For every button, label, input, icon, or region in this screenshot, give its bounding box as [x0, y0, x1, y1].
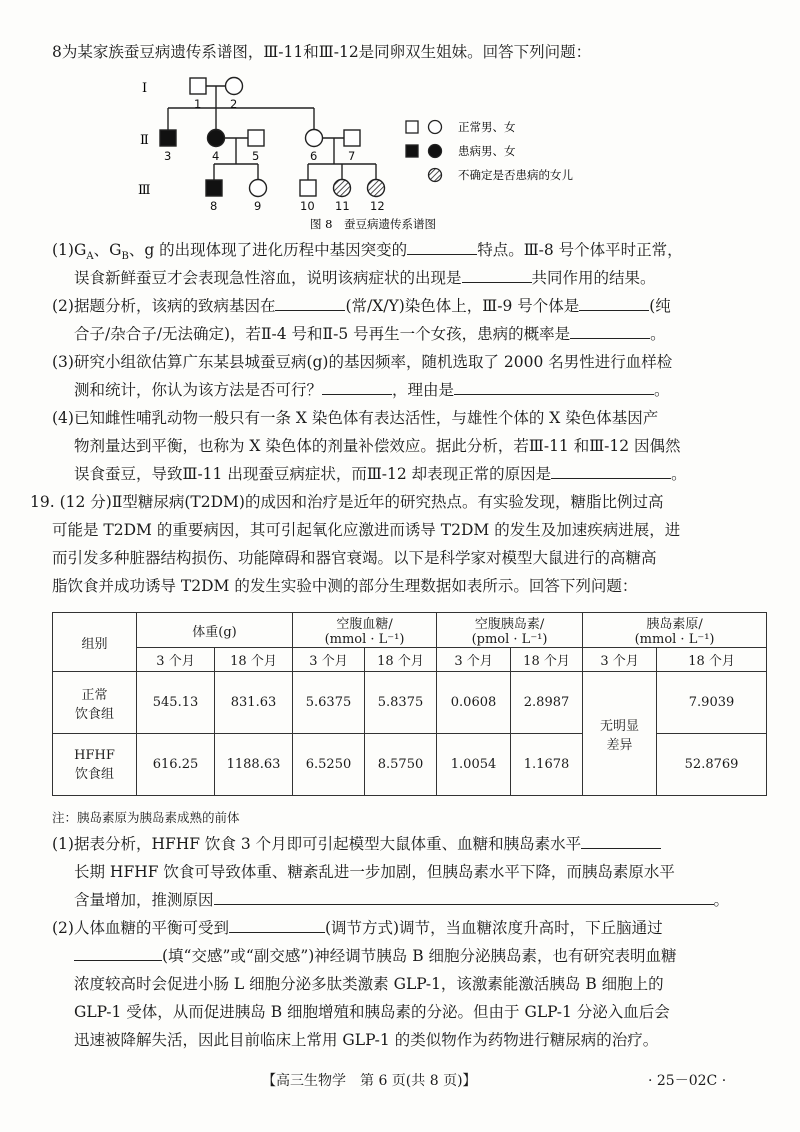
pedigree-figure: [130, 72, 620, 234]
ind-num-9: 9: [254, 199, 262, 213]
q19-line4: 脂饮食并成功诱导 T2DM 的发生实验中测的部分生理数据如表所示。回答下列问题：: [52, 577, 638, 595]
q18-p1-line2: 误食新鲜蚕豆才会表现急性溶血，说明该病症状的出现是 共同作用的结果。: [74, 269, 656, 287]
ind-num-4: 4: [212, 149, 220, 163]
q19-line2: 可能是 T2DM 的重要病因，其可引起氧化应激进而诱导 T2DM 的发生及加速疾病进展，进: [52, 521, 681, 539]
answer-blank[interactable]: [322, 380, 392, 395]
table-row: 正常 饮食组 545.13 831.63 5.6375 5.8375 0.0608 2.8987 无明显 差异 7.9039: [53, 672, 767, 734]
q18-p2-line2: 合子/杂合子/无法确定)，若Ⅱ-4 号和Ⅱ-5 号再生一个女孩，患病的概率是 。: [74, 325, 666, 343]
ind-12: [368, 180, 385, 197]
answer-blank[interactable]: [551, 464, 671, 479]
table-group-header: 组别: [53, 613, 137, 672]
q19-head: 19. (12 分)Ⅱ型糖尿病(T2DM)的成因和治疗是近年的研究热点。有实验发现，糖脂比例过高: [30, 493, 664, 511]
sub-header: 18 个月: [215, 648, 293, 672]
ind-num-1: 1: [194, 97, 202, 111]
answer-blank[interactable]: [74, 946, 162, 961]
sub-header: 3 个月: [137, 648, 215, 672]
ind-2: [226, 78, 243, 95]
ind-num-7: 7: [348, 149, 356, 163]
q18-p4-line2: 物剂量达到平衡，也称为 X 染色体的剂量补偿效应。据此分析，若Ⅲ-11 和Ⅲ-12 因偶然: [74, 437, 681, 455]
q18-intro: 8为某家族蚕豆病遗传系谱图，Ⅲ-11和Ⅲ-12是同卵双生姐妹。回答下列问题：: [52, 43, 592, 61]
q18-p3-line2: 测和统计，你认为该方法是否可行？ ，理由是 。: [74, 381, 670, 399]
sub-header: 18 个月: [511, 648, 583, 672]
ind-4: [208, 130, 225, 147]
merged-cell: 无明显 差异: [583, 672, 657, 796]
q18-p1-line1: $(1)G_A$、$G_B$、g 的出现体现了进化历程中基因突变的 特点。Ⅲ-8 号个体平时正常，: [52, 241, 683, 263]
q18-p4-line1: (4)已知雌性哺乳动物一般只有一条 X 染色体有表达活性，与雄性个体的 X 染色体基因产: [52, 409, 659, 427]
sub-header: 18 个月: [365, 648, 437, 672]
q19-s2-line4: GLP-1 受体，从而促进胰岛 B 细胞增殖和胰岛素的分泌。但由于 GLP-1 分泌入血后会: [74, 1003, 670, 1021]
ind-7: [344, 130, 360, 146]
table-col-weight: 体重(g): [137, 613, 293, 648]
ind-11: [334, 180, 351, 197]
ind-3: [160, 130, 176, 146]
legend-uncertain: 不确定是否患病的女儿: [458, 168, 573, 182]
q19-s2-line1: (2)人体血糖的平衡可受到 (调节方式)调节，当血糖浓度升高时，下丘脑通过: [52, 919, 663, 937]
legend-normal: 正常男、女: [458, 120, 516, 134]
q19-s1-line1: (1)据表分析，HFHF 饮食 3 个月即可引起模型大鼠体重、血糖和胰岛素水平: [52, 834, 766, 854]
answer-blank[interactable]: [407, 240, 477, 255]
ind-num-8: 8: [210, 199, 218, 213]
page-footer: 【高三生物学 第 6 页(共 8 页)】: [262, 1073, 477, 1089]
gen-label-2: Ⅱ: [140, 133, 149, 148]
answer-blank[interactable]: [229, 918, 325, 933]
page-code: · 25－02C ·: [648, 1073, 727, 1089]
q19-s2-line2: (填“交感”或“副交感”)神经调节胰岛 B 细胞分泌胰岛素，也有研究表明血糖: [74, 946, 764, 966]
table-note: 注：胰岛素原为胰岛素成熟的前体: [52, 810, 240, 825]
answer-blank[interactable]: [570, 324, 650, 339]
ind-1: [190, 78, 206, 94]
ind-num-6: 6: [310, 149, 318, 163]
q18-p3-line1: (3)研究小组欲估算广东某县城蚕豆病(g)的基因频率，随机选取了 2000 名男性进行血样检: [52, 353, 673, 371]
answer-blank[interactable]: [454, 380, 654, 395]
table-col-insulin: 空腹胰岛素/ (pmol · L⁻¹): [437, 613, 583, 648]
ind-num-10: 10: [300, 199, 315, 213]
answer-blank[interactable]: [581, 834, 661, 849]
ind-5: [248, 130, 264, 146]
answer-blank[interactable]: [579, 296, 649, 311]
sub-header: 3 个月: [583, 648, 657, 672]
ind-num-11: 11: [335, 199, 350, 213]
q19-s2-line3: 浓度较高时会促进小肠 L 细胞分泌多肽类激素 GLP-1，该激素能激活胰岛 B 细胞上的: [74, 975, 664, 993]
q18-p4-line3: 误食蚕豆，导致Ⅲ-11 出现蚕豆病症状，而Ⅲ-12 却表现正常的原因是 。: [74, 465, 687, 483]
answer-blank[interactable]: [275, 296, 345, 311]
legend-affected: 患病男、女: [458, 144, 516, 158]
q19-line3: 而引发多种脏器结构损伤、功能障碍和器官衰竭。以下是科学家对模型大鼠进行的高糖高: [52, 549, 657, 567]
gen-label-3: Ⅲ: [138, 183, 151, 198]
data-table: [52, 612, 767, 796]
ind-num-12: 12: [370, 199, 385, 213]
q19-s1-line3: 含量增加，推测原因 。: [74, 891, 730, 909]
q18-p2-line1: (2)据题分析，该病的致病基因在 (常/X/Y)染色体上，Ⅲ-9 号个体是 (纯: [52, 297, 671, 315]
sub-header: 3 个月: [293, 648, 365, 672]
sub-header: 18 个月: [657, 648, 767, 672]
sub-header: 3 个月: [437, 648, 511, 672]
ind-num-5: 5: [252, 149, 260, 163]
q19-s2-line5: 迅速被降解失活，因此目前临床上常用 GLP-1 的类似物作为药物进行糖尿病的治疗。: [74, 1031, 659, 1049]
ind-8: [206, 180, 222, 196]
ind-6: [306, 130, 323, 147]
answer-blank[interactable]: [462, 268, 532, 283]
ind-num-3: 3: [164, 149, 172, 163]
figure-caption: 图 8 蚕豆病遗传系谱图: [310, 217, 436, 231]
ind-10: [300, 180, 316, 196]
gen-label-1: Ⅰ: [142, 81, 148, 96]
table-row: HFHF 饮食组 616.25 1188.63 6.5250 8.5750 1.0054 1.1678 52.8769: [53, 734, 767, 796]
table-col-glucose: 空腹血糖/ (mmol · L⁻¹): [293, 613, 437, 648]
table-col-proinsulin: 胰岛素原/ (mmol · L⁻¹): [583, 613, 767, 648]
answer-blank[interactable]: [214, 890, 714, 905]
q19-s1-line2: 长期 HFHF 饮食可导致体重、糖紊乱进一步加剧，但胰岛素水平下降，而胰岛素原水平: [74, 863, 675, 881]
ind-9: [250, 180, 267, 197]
ind-num-2: 2: [230, 97, 238, 111]
